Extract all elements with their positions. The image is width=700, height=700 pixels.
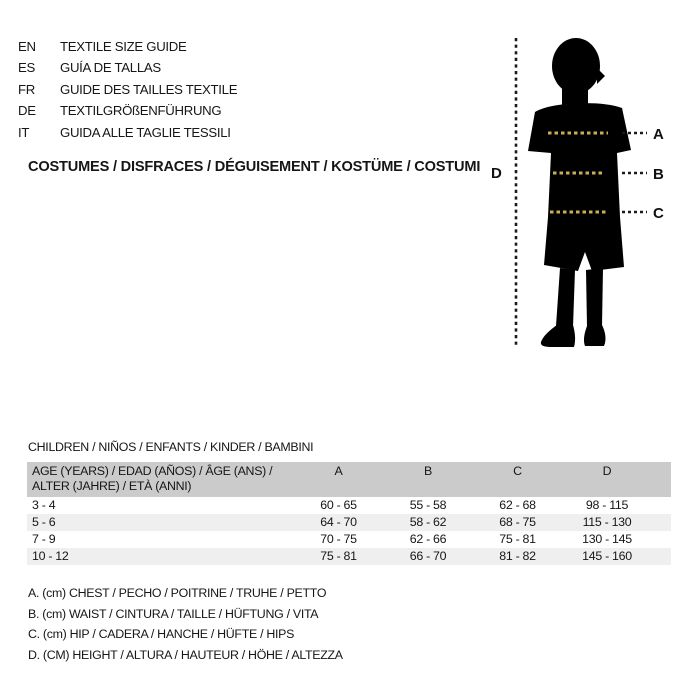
- waist-cell: 62 - 66: [409, 532, 447, 546]
- column-header-filler: [652, 462, 671, 497]
- age-column-header: [27, 462, 294, 497]
- chest-cell: 64 - 70: [320, 515, 357, 529]
- child-silhouette: [528, 38, 631, 347]
- column-header-a: A: [294, 462, 383, 497]
- age-header-line1: AGE (YEARS) / EDAD (AÑOS) / ÂGE (ANS) /: [32, 464, 273, 478]
- table-row: [27, 514, 671, 531]
- height-cell: 115 - 130: [582, 515, 632, 529]
- filler-cell: [652, 514, 671, 531]
- language-row-fr: [18, 79, 237, 100]
- language-code: IT: [18, 124, 30, 140]
- table-row: [27, 497, 671, 514]
- waist-cell: 58 - 62: [409, 515, 447, 529]
- label-a: A: [653, 126, 664, 143]
- age-cell: 5 - 6: [32, 515, 56, 529]
- measurement-figure: [470, 20, 700, 350]
- chest-cell: 70 - 75: [320, 532, 357, 546]
- filler-cell: [652, 548, 671, 565]
- height-cell: 130 - 145: [582, 532, 632, 546]
- table-header-row: [27, 462, 671, 497]
- column-header-d: D: [562, 462, 652, 497]
- language-label: GUIDE DES TAILLES TEXTILE: [60, 81, 238, 97]
- age-cell: 3 - 4: [32, 498, 56, 512]
- category-title: COSTUMES / DISFRACES / DÉGUISEMENT / KOSTÜME / COSTUMI: [28, 159, 481, 175]
- note-chest: A. (cm) CHEST / PECHO / POITRINE / TRUHE / PETTO: [28, 586, 327, 600]
- language-label: GUÍA DE TALLAS: [60, 60, 161, 76]
- language-row-it: [18, 122, 237, 143]
- age-cell: 10 - 12: [32, 549, 69, 563]
- language-label: TEXTILE SIZE GUIDE: [60, 39, 187, 54]
- language-row-es: [18, 57, 237, 78]
- language-label: TEXTILGRÖßENFÜHRUNG: [60, 103, 222, 119]
- filler-cell: [652, 497, 671, 514]
- column-header-b: B: [383, 462, 473, 497]
- height-cell: 145 - 160: [582, 549, 632, 563]
- language-code: DE: [18, 103, 36, 119]
- size-table: [27, 462, 671, 565]
- age-cell: 7 - 9: [32, 532, 56, 546]
- column-header-c: C: [473, 462, 562, 497]
- age-header-line2: ALTER (JAHRE) / ETÀ (ANNI): [32, 479, 192, 493]
- language-row-de: [18, 100, 237, 121]
- language-code: FR: [18, 81, 35, 97]
- language-code: ES: [18, 60, 35, 76]
- filler-cell: [652, 531, 671, 548]
- language-row-en: [18, 36, 237, 57]
- waist-cell: 66 - 70: [409, 549, 447, 563]
- hip-cell: 68 - 75: [499, 515, 536, 529]
- note-hip: C. (cm) HIP / CADERA / HANCHE / HÜFTE / HIPS: [28, 627, 295, 642]
- language-code: EN: [18, 39, 36, 54]
- label-b: B: [653, 166, 664, 183]
- hip-cell: 62 - 68: [499, 498, 536, 512]
- note-height: D. (CM) HEIGHT / ALTURA / HAUTEUR / HÖHE / ALTEZZA: [28, 647, 343, 662]
- note-waist: B. (cm) WAIST / CINTURA / TAILLE / HÜFTUNG / VITA: [28, 606, 319, 621]
- language-label: GUIDA ALLE TAGLIE TESSILI: [60, 124, 231, 140]
- chest-cell: 60 - 65: [320, 498, 357, 512]
- table-row: [27, 531, 671, 548]
- hip-cell: 81 - 82: [499, 549, 536, 563]
- label-c: C: [653, 205, 664, 222]
- waist-cell: 55 - 58: [409, 498, 447, 512]
- label-d: D: [491, 165, 502, 182]
- child-silhouette-diagram: [470, 20, 700, 350]
- chest-cell: 75 - 81: [320, 549, 357, 563]
- hip-cell: 75 - 81: [499, 532, 536, 546]
- measure-notes: [28, 583, 343, 665]
- table-row: [27, 548, 671, 565]
- table-section-title: CHILDREN / NIÑOS / ENFANTS / KINDER / BAMBINI: [28, 440, 314, 454]
- language-list: [18, 36, 237, 143]
- height-cell: 98 - 115: [585, 498, 629, 512]
